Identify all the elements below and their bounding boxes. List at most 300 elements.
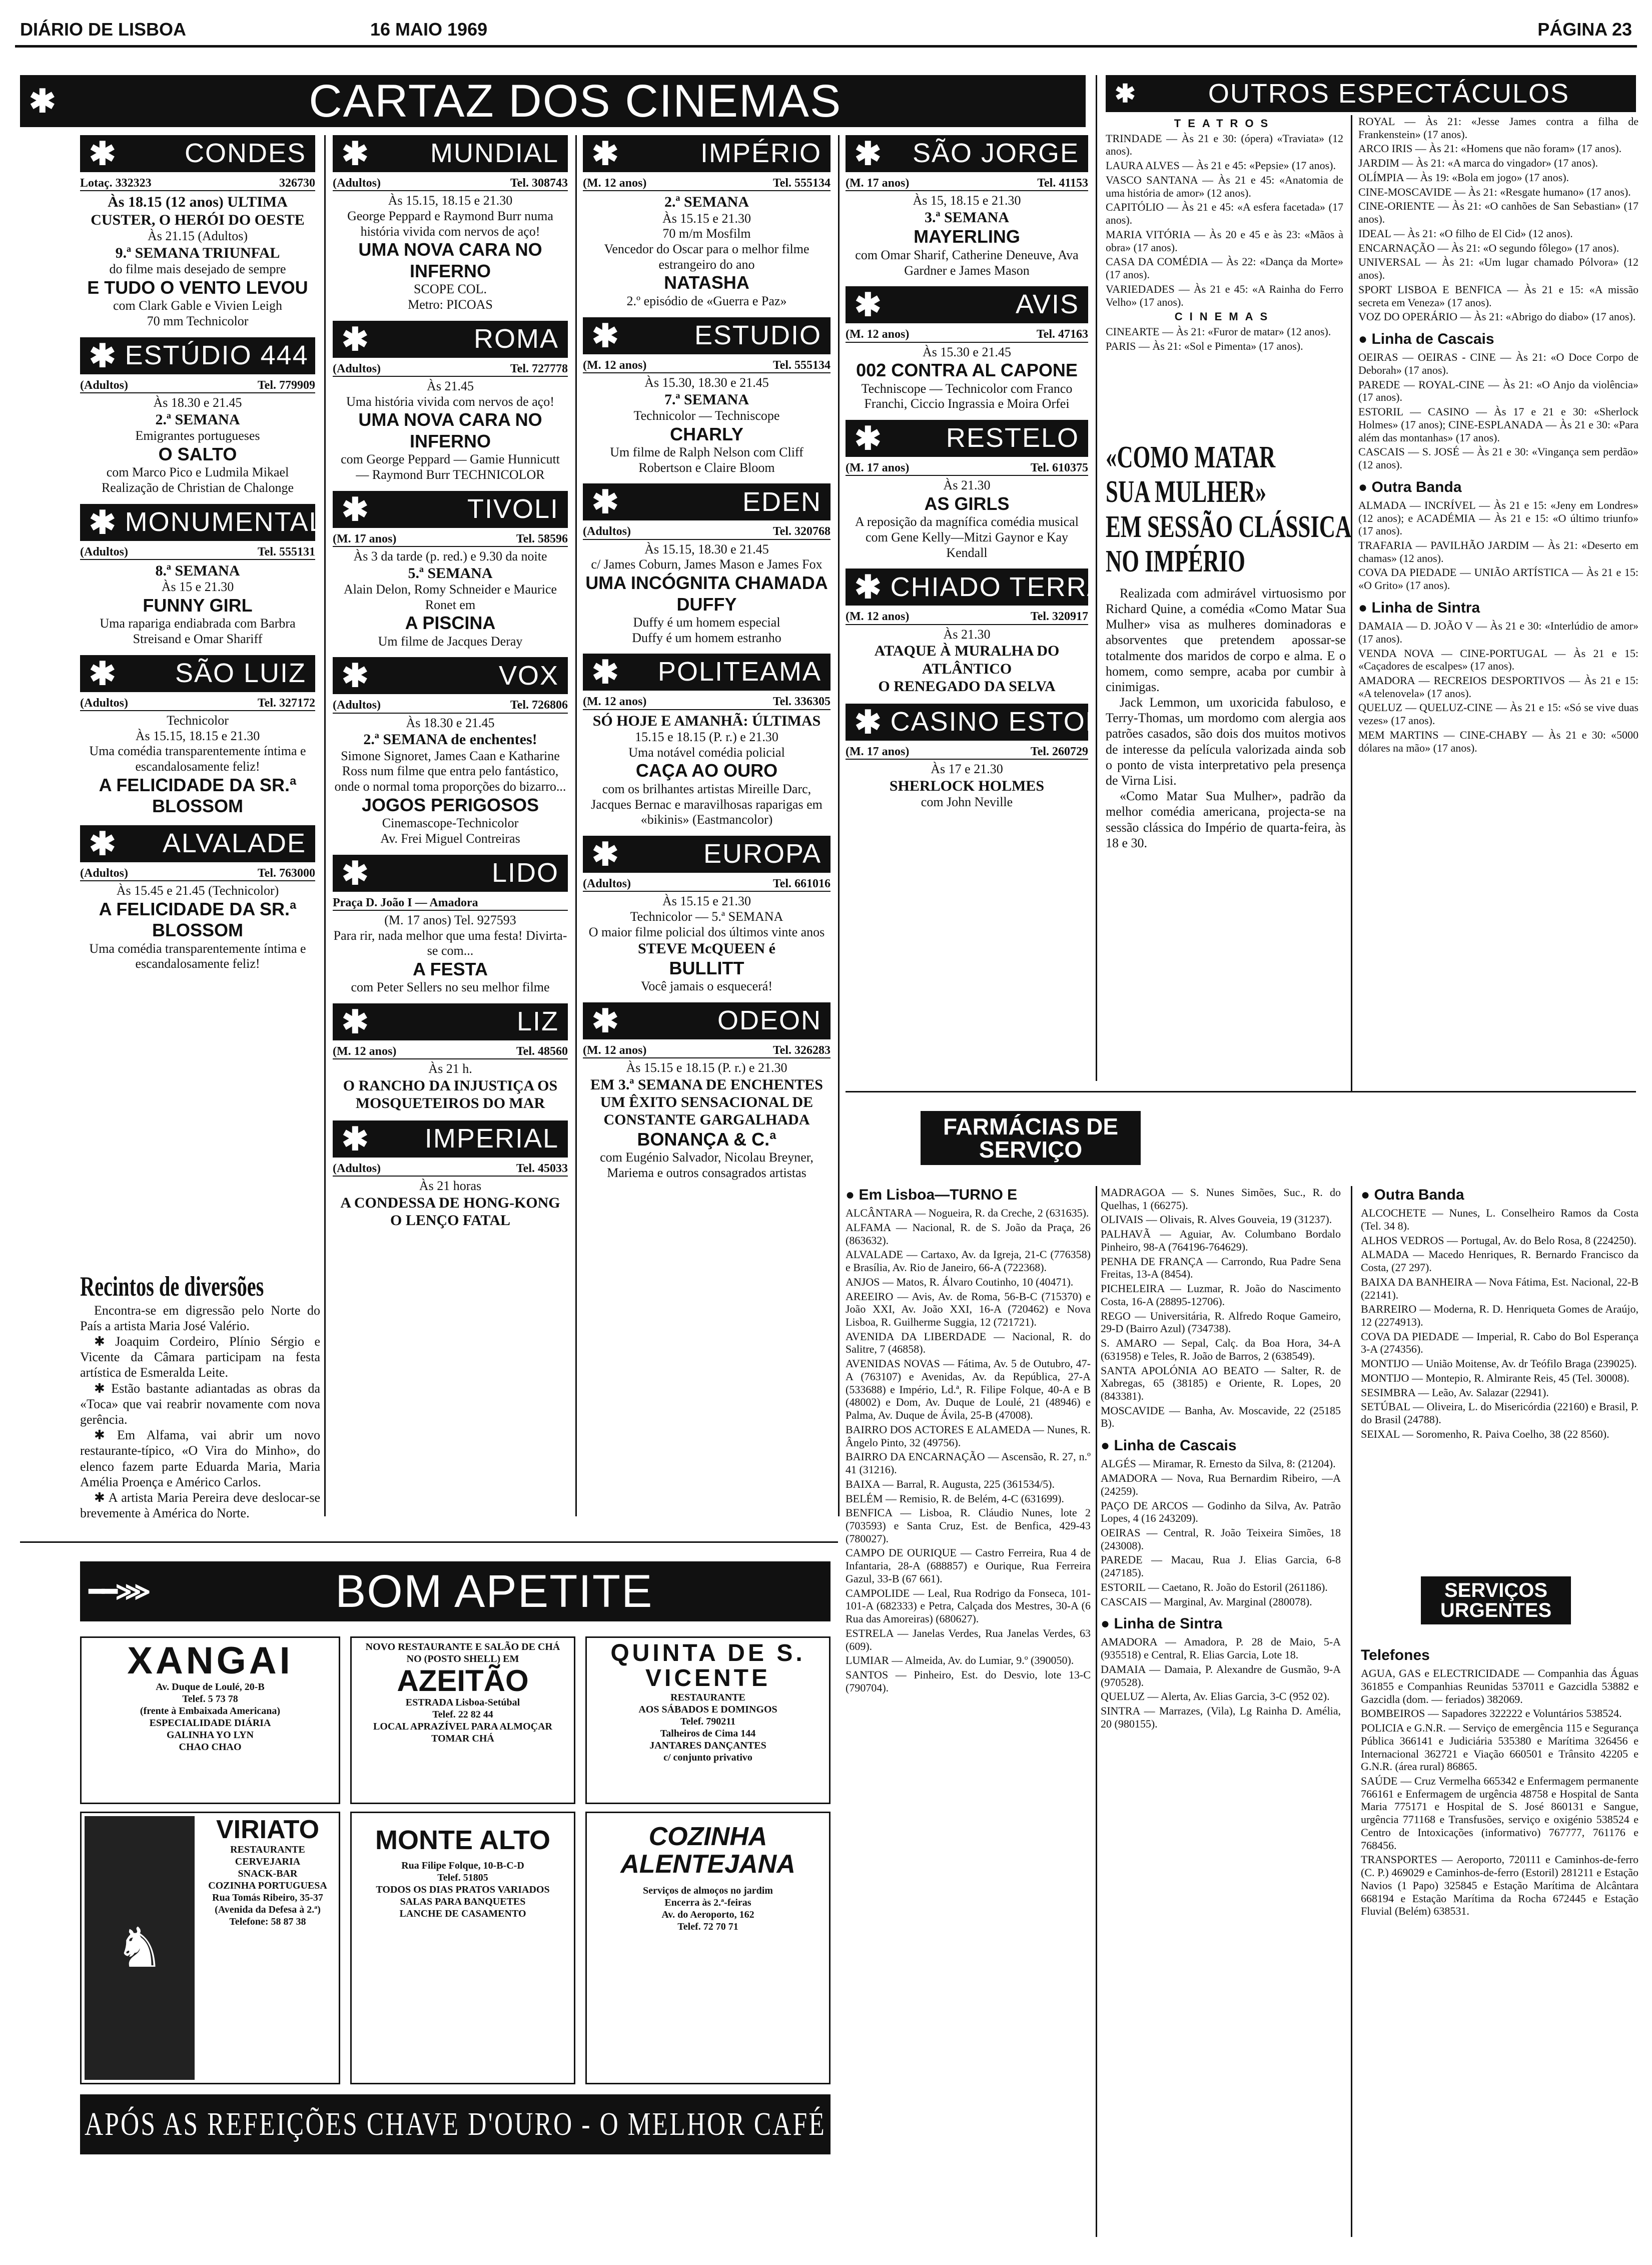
listing-line: Metro: PICOAS <box>408 297 493 312</box>
pharmacy-item: ALFAMA — Nacional, R. de S. João da Praça, 26 (863632). <box>846 1221 1091 1247</box>
column-rule <box>1096 75 1097 1081</box>
cinema-info <box>333 1044 568 1059</box>
cinema-name: SÃO JORGE <box>912 138 1079 169</box>
listing-line: Às 21 h. <box>428 1061 472 1076</box>
listing-line: Às 15.15 e 21.30 <box>662 894 751 909</box>
listing-line: com John Neville <box>921 794 1013 809</box>
teatro-item: LAURA ALVES — Às 21 e 45: «Pepsie» (17 anos). <box>1106 159 1336 172</box>
viriato-name: VIRIATO <box>216 1815 320 1844</box>
cinema-info <box>333 532 568 547</box>
bom-apetite-header <box>80 1561 831 1621</box>
cinema-item: CINE-MOSCAVIDE — Às 21: «Resgate humano» (17 anos). <box>1358 185 1631 198</box>
cozinha-line: Av. do Aeroporto, 162 <box>661 1909 754 1921</box>
section-rule <box>846 1091 1636 1092</box>
quinta-name: QUINTA DE S. VICENTE <box>610 1640 805 1692</box>
listing-line: Uma história vivida com nervos de aço! <box>346 394 554 409</box>
cinema-info <box>846 176 1088 191</box>
article-headline-line: NO IMPÉRIO <box>1106 544 1245 579</box>
cinema-listing-imperio <box>583 135 831 309</box>
phone-number: Tel. 610375 <box>1030 461 1088 474</box>
cinema-info <box>846 327 1088 342</box>
pharmacy-item: SESIMBRA — Leão, Av. Salazar (22941). <box>1361 1386 1549 1399</box>
listing-line: Vencedor do Oscar para o melhor filme estrangeiro do ano <box>604 242 809 272</box>
star-icon: ✱ <box>342 1004 369 1040</box>
listing-line: ATAQUE À MURALHA DO ATLÂNTICO <box>874 643 1060 677</box>
cinema-name: LIZ <box>516 1006 559 1037</box>
listing-line: BULLITT <box>669 957 744 978</box>
column-rule <box>838 135 840 1516</box>
listing-line: (M. 17 anos) Tel. 927593 <box>384 912 516 927</box>
star-icon: ✱ <box>342 136 369 172</box>
recintos-section <box>80 1271 320 1531</box>
listing-line: Às 15.15 e 18.15 (P. r.) e 21.30 <box>626 1060 787 1075</box>
viriato-line: (Avenida da Defesa à 2.ª) <box>215 1904 321 1915</box>
cinema-item: ARCO IRIS — Às 21: «Homens que não foram» (17 anos). <box>1358 142 1622 155</box>
cinema-name-bar <box>583 317 831 354</box>
cartaz-title: CARTAZ DOS CINEMAS <box>309 75 842 127</box>
cozinha-name: COZINHA ALENTEJANA <box>620 1822 795 1879</box>
pharmacy-item: AVENIDA DA LIBERDADE — Nacional, R. do Salitre, 7 (46858). <box>846 1330 1091 1356</box>
pharmacy-item: COVA DA PIEDADE — Imperial, R. Cabo do Bol Esperança 3-A (274356). <box>1361 1330 1638 1356</box>
cinema-name-bar <box>846 569 1163 606</box>
listing-line: CUSTER, O HERÓI DO OESTE <box>91 211 305 228</box>
listing-line: Às 21.30 <box>943 478 991 493</box>
montealto-line: Rua Filipe Folque, 10-B-C-D <box>401 1860 524 1871</box>
cinema-name: CASINO ESTORIL <box>890 706 1131 737</box>
phone-number: Tel. 555134 <box>772 177 831 190</box>
pharmacy-item: CASCAIS — Marginal, Av. Marginal (280078). <box>1101 1595 1312 1608</box>
teatro-item: VASCO SANTANA — Às 21 e 45: «Anatomia de uma história de amor» (12 anos). <box>1106 173 1343 199</box>
star-icon: ✱ <box>592 484 619 520</box>
cinema-item: CINE-ORIENTE — Às 21: «O canhões de San Sebastian» (17 anos). <box>1358 200 1638 226</box>
azeitao-line: NOVO RESTAURANTE E SALÃO DE CHÁ <box>365 1641 560 1652</box>
listing-line: 70 mm Technicolor <box>147 313 249 328</box>
cinema-item: VOZ DO OPERÁRIO — Às 21: «Abrigo do diabo» (17 anos). <box>1358 310 1636 323</box>
pharmacy-item: MONTIJO — União Moitense, Av. dr Teófilo Braga (239025). <box>1361 1357 1637 1370</box>
listing-line: SHERLOCK HOLMES <box>889 777 1045 794</box>
cinema-name-bar <box>80 504 325 541</box>
listing-line: O SALTO <box>158 443 237 464</box>
pharmacy-item: AMADORA — Amadora, P. 28 de Maio, 5-A (935518) e Central, R. Elias Garcia, Lote 18. <box>1101 1635 1341 1661</box>
servicos-title: SERVIÇOS URGENTES <box>1421 1576 1571 1624</box>
listing-line: BONANÇA & C.ª <box>637 1128 776 1150</box>
cinema-info <box>583 358 831 373</box>
pharmacy-item: CAMPOLIDE — Leal, Rua Rodrigo da Fonseca, 101-101-A (682333) e Petra, Calçada dos Mestres, 30-A (6 Rua das Amoreiras) (680627). <box>846 1586 1091 1625</box>
cinema-name: ESTÚDIO 444 <box>125 340 309 370</box>
cinema-listing-vox <box>333 657 568 846</box>
listing-line: Simone Signoret, James Caan e Katharine Ross num filme que entra pelo fantástico, onde o normal toma proporções do bizarro... <box>334 748 566 794</box>
teatro-item: TRINDADE — Às 21 e 30: (ópera) «Traviata» (12 anos). <box>1106 132 1343 158</box>
quinta-line: RESTAURANTE <box>670 1691 745 1703</box>
masthead-rule <box>15 45 1637 48</box>
listing-line: 2.ª SEMANA <box>155 411 240 428</box>
article-como-matar <box>1106 440 1352 1086</box>
cinema-name-bar <box>583 654 831 691</box>
fork-icon: ━━⋙ <box>89 1577 149 1605</box>
star-icon: ✱ <box>855 287 882 323</box>
farm-cascais-heading: ● Linha de Cascais <box>1101 1437 1237 1454</box>
banda-item: ALMADA — INCRÍVEL — Às 21 e 15: «Jeny em Londres» (12 anos); e ACADÉMIA — Às 21 e 15: «O último triunfo» (17 anos). <box>1358 498 1638 537</box>
pharmacy-item: PICHELEIRA — Luzmar, R. João do Nascimento Costa, 16-A (28895-12706). <box>1101 1282 1341 1308</box>
montealto-line: SALAS PARA BANQUETES <box>400 1896 526 1907</box>
cinema-info <box>333 698 568 713</box>
listing-line: AS GIRLS <box>924 493 1010 514</box>
age-rating: (Adultos) <box>80 378 129 392</box>
age-rating: (M. 17 anos) <box>846 177 910 190</box>
listing-line: com George Peppard — Gamie Hunnicutt — Raymond Burr TECHNICOLOR <box>341 452 560 482</box>
outros-header <box>1106 75 1636 112</box>
listing-line: UMA NOVA CARA NO INFERNO <box>358 409 542 451</box>
listing-line: CAÇA AO OURO <box>635 760 778 781</box>
star-icon: ✱ <box>89 337 116 374</box>
column-rule <box>1096 1186 1097 2237</box>
recintos-paragraph: Encontra-se em digressão pelo Norte do País a artista Maria José Valério. <box>80 1303 320 1333</box>
cinema-name: TIVOLI <box>467 493 559 524</box>
listing-line: SCOPE COL. <box>414 282 487 297</box>
cinema-item: OLÍMPIA — Às 19: «Bola em jogo» (17 anos). <box>1358 171 1569 184</box>
ad-cozinha <box>585 1812 831 2084</box>
cinema-name: EUROPA <box>703 839 821 869</box>
age-rating: (M. 12 anos) <box>846 328 910 341</box>
star-icon: ✱ <box>592 136 619 172</box>
cinema-item: PARIS — Às 21: «Sol e Pimenta» (17 anos). <box>1106 339 1303 352</box>
phone-number: Tel. 47163 <box>1036 328 1088 341</box>
montealto-line: LANCHE DE CASAMENTO <box>399 1908 526 1919</box>
age-rating: (M. 12 anos) <box>583 358 647 372</box>
cinema-listing-estudio <box>583 317 831 476</box>
farm-outra-heading: ● Outra Banda <box>1361 1187 1464 1203</box>
pharmacy-item: PALHAVÃ — Aguiar, Av. Columbano Bordalo Pinheiro, 98-A (764196-764629). <box>1101 1228 1341 1253</box>
cinema-listing-liz <box>333 1003 568 1112</box>
sintra-item: AMADORA — RECREIOS DESPORTIVOS — Às 21 e 15: «A telenovela» (17 anos). <box>1358 674 1638 700</box>
listing-line: Às 15.15, 18.15 e 21.30 <box>388 193 513 208</box>
listing-line: Às 21.45 <box>427 378 474 393</box>
cascais-item: CASCAIS — S. JOSÉ — Às 21 e 30: «Vingança sem perdão» (12 anos). <box>1358 445 1638 471</box>
pharmacy-item: AREEIRO — Avis, Av. de Roma, 56-B-C (715370) e João XXI, Av. João XXI, 16-A (720462) e Nova Lisboa, R. Guilherme Suggia, 12 (721721). <box>846 1290 1091 1328</box>
servico-item: TRANSPORTES — Aeroporto, 720111 e Caminhos-de-ferro (C. P.) 469029 e Caminhos-de-ferro (Estoril) 281211 e Estação Navios (1 Papo) 325845 e Estação Marítima de Alcântara 668194 e Estação Marítima da Rocha 672445 e Estação Fluvial (Belém) 638531. <box>1361 1853 1638 1918</box>
pharmacy-item: SINTRA — Marrazes, (Vila), Lg Rainha D. Amélia, 20 (980155). <box>1101 1705 1341 1730</box>
xangai-line: Telef. 5 73 78 <box>182 1693 238 1705</box>
teatro-item: CAPITÓLIO — Às 21 e 45: «A esfera facetada» (17 anos). <box>1106 201 1343 227</box>
column-rule <box>1351 115 1352 1091</box>
cinema-name-bar <box>583 135 831 172</box>
pharmacy-item: BELÉM — Remisio, R. de Belém, 4-C (631699). <box>846 1492 1064 1505</box>
cinema-info <box>583 1043 831 1058</box>
star-icon: ✱ <box>89 136 116 172</box>
listing-line: George Peppard e Raymond Burr numa história vivida com nervos de aço! <box>347 208 553 239</box>
phone-number: Tel. 320768 <box>772 525 831 538</box>
pharmacy-item: MOSCAVIDE — Banha, Av. Moscavide, 22 (25185 B). <box>1101 1404 1341 1430</box>
listing-line: Às 15.15, 18.15 e 21.30 <box>135 728 260 743</box>
cinema-info <box>333 896 568 911</box>
pharmacy-item: SANTA APOLÓNIA AO BEATO — Salter, R. de Xabregas, 65 (38185) e Oriente, R. Lopes, 20 (843381). <box>1101 1364 1341 1403</box>
age-rating: (Adultos) <box>583 525 631 538</box>
cinema-info <box>846 610 1088 625</box>
azeitao-name: AZEITÃO <box>397 1664 529 1697</box>
listing-line: A reposição da magnífica comédia musical com Gene Kelly—Mitzi Gaynor e Kay Kendall <box>855 514 1079 560</box>
cinema-item: ENCARNAÇÃO — Às 21: «O segundo fôlego» (17 anos). <box>1358 241 1619 254</box>
servico-item: AGUA, GAS e ELECTRICIDADE — Companhia das Águas 361855 e Companhias Reunidas 537011 e Gazcidla 53882 e Gazcidla (dom. — feriados) 382069. <box>1361 1667 1638 1706</box>
cinema-name-bar <box>846 704 1131 741</box>
teatros-section <box>1106 115 1343 465</box>
pharmacy-item: OEIRAS — Central, R. João Teixeira Simões, 18 (243008). <box>1101 1526 1341 1552</box>
column-rule <box>575 135 577 1516</box>
cascais-item: PAREDE — ROYAL-CINE — Às 21: «O Anjo da violência» (17 anos). <box>1358 378 1638 404</box>
cozinha-line: Serviços de almoços no jardim <box>643 1885 773 1897</box>
pharmacy-item: ALVALADE — Cartaxo, Av. da Igreja, 21-C (776358) e Brasília, Av. Rio de Janeiro, 66-A (722368). <box>846 1248 1091 1274</box>
article-paragraph: Jack Lemmon, um uxoricida fabuloso, e Terry-Thomas, um mordomo com alergia aos patrões casados, são dois dos muitos motivos de interesse da película valorizada ainda sob o ponto de vista interpretativo pela presença de Virna Lisi. <box>1106 695 1346 788</box>
phone-number: Tel. 727778 <box>510 362 568 375</box>
pharmacy-item: PAREDE — Macau, Rua J. Elias Garcia, 6-8 (247185). <box>1101 1553 1341 1579</box>
listing-line: Cinemascope-Technicolor <box>382 816 519 831</box>
listing-line: Às 21 horas <box>419 1179 482 1194</box>
listing-line: EM 3.ª SEMANA DE ENCHENTES <box>590 1076 823 1093</box>
ad-quinta <box>585 1636 831 1804</box>
listing-line: NATASHA <box>664 272 749 293</box>
listing-line: STEVE McQUEEN é <box>637 940 775 957</box>
cinema-listing-mundial <box>333 135 568 313</box>
viriato-line: CERVEJARIA <box>235 1856 301 1867</box>
listing-line: Av. Frei Miguel Contreiras <box>380 831 520 846</box>
azeitao-line: Telef. 22 82 44 <box>432 1709 493 1720</box>
pharmacy-item: ALCÂNTARA — Nogueira, R. da Creche, 2 (631635). <box>846 1207 1089 1220</box>
listing-line: A FESTA <box>413 958 488 979</box>
cinema-listing-estudio-444 <box>80 337 315 496</box>
cinema-name-bar <box>80 825 315 862</box>
quinta-line: JANTARES DANÇANTES <box>649 1740 766 1751</box>
listing-line: Às 18.15 (12 anos) ULTIMA <box>108 194 288 211</box>
recintos-paragraph: ✱ Joaquim Cordeiro, Plínio Sérgio e Vicente da Câmara participam na festa artística de Esmeralda Leite. <box>80 1334 320 1380</box>
pharmacy-item: MADRAGOA — S. Nunes Simões, Suc., R. do Quelhas, 1 (66275). <box>1101 1186 1341 1212</box>
pharmacy-item: BAIRRO DOS ACTORES E ALAMEDA — Nunes, R. Ângelo Pinto, 32 (49756). <box>846 1423 1091 1449</box>
cinema-name: MUNDIAL <box>430 138 559 169</box>
listing-line: Uma comédia transparentemente íntima e escandalosamente feliz! <box>89 941 306 971</box>
ad-xangai <box>80 1636 340 1804</box>
cinema-name: CHIADO TERRASSE <box>890 572 1163 602</box>
star-icon: ✱ <box>29 83 56 119</box>
listing-line: Às 21.15 (Adultos) <box>147 229 248 244</box>
sintra-item: MEM MARTINS — CINE-CHABY — Às 21 e 30: «5000 dólares na mão» (17 anos). <box>1358 728 1638 754</box>
cinema-listing-chiado-terrasse <box>846 569 1163 695</box>
listing-line: Um filme de Jacques Deray <box>378 634 523 649</box>
pharmacy-item: SEIXAL — Soromenho, R. Paiva Coelho, 38 (22 8560). <box>1361 1427 1609 1440</box>
cinema-info <box>80 866 315 881</box>
listing-line: 5.ª SEMANA <box>408 564 493 582</box>
cinema-info <box>80 545 315 560</box>
outros-title: OUTROS ESPECTÁCULOS <box>1208 79 1570 109</box>
cinema-listing-casino-estoril <box>846 704 1131 810</box>
cinema-name-bar <box>583 836 831 873</box>
cinema-listing-politeama <box>583 654 831 828</box>
star-icon: ✱ <box>592 836 619 872</box>
ad-azeitao <box>350 1636 575 1804</box>
banda-heading: ● Outra Banda <box>1358 478 1462 495</box>
phone-number: Tel. 320917 <box>1030 610 1088 624</box>
pharmacy-item: AVENIDAS NOVAS — Fátima, Av. 5 de Outubro, 47-A (763107) e Avenidas, Av. da República, 27-A (533688) e Império, Ld.ª, R. Filipe Folque, 40-A e B (48002) e Dom, Av. Duque de Loulé, 21 (48946) e Palma, Av. Duque de Ávila, 25-B (47008). <box>846 1357 1091 1422</box>
teatro-item: VARIEDADES — Às 21 e 45: «A Rainha do Ferro Velho» (17 anos). <box>1106 282 1343 308</box>
cinema-listing-lido <box>333 855 568 995</box>
teatro-item: MARIA VITÓRIA — Às 20 e 45 e às 23: «Mãos à obra» (17 anos). <box>1106 228 1343 254</box>
teatros-heading: TEATROS <box>1174 117 1275 130</box>
listing-line: com Omar Sharif, Catherine Deneuve, Ava Gardner e James Mason <box>855 247 1079 278</box>
cinema-listing-monumental <box>80 504 325 647</box>
pharmacy-item: S. AMARO — Sepal, Calç. da Boa Hora, 34-A (631958) e Teles, R. João de Barros, 2 (638549). <box>1101 1337 1341 1362</box>
recintos-paragraph: ✱ A artista Maria Pereira deve deslocar-se brevemente à América do Norte. <box>80 1490 320 1521</box>
pharmacy-item: BAIXA — Barral, R. Augusta, 225 (361534/5). <box>846 1477 1055 1490</box>
article-paragraph: Realizada com admirável virtuosismo por Richard Quine, a comédia «Como Matar Sua Mulher» visa as mulheres dominadoras e absorventes que pretendem apossar-se totalmente dos maridos de corpo e alma. E o homem, como sempre, acaba por cumbir à cinimigas. <box>1106 586 1346 694</box>
quinta-line: c/ conjunto privativo <box>663 1752 752 1763</box>
cinemas-heading: CINEMAS <box>1174 310 1275 323</box>
pharmacy-item: CAMPO DE OURIQUE — Castro Ferreira, Rua 4 de Infantaria, 28-A (688857) e Ourique, Rua Ferreira Gazul, 33-B (67 661). <box>846 1546 1091 1585</box>
cinema-info <box>80 176 315 191</box>
cinema-listing-odeon <box>583 1002 831 1181</box>
banda-item: COVA DA PIEDADE — UNIÃO ARTÍSTICA — Às 21 e 15: «O Grito» (17 anos). <box>1358 566 1638 592</box>
page-number: PÁGINA 23 <box>1537 19 1632 40</box>
age-rating: (M. 17 anos) <box>846 745 910 758</box>
pharmacy-item: BAIRRO DA ENCARNAÇÃO — Ascensão, R. 27, n.º 41 (31216). <box>846 1450 1091 1476</box>
star-icon: ✱ <box>342 1120 369 1157</box>
recintos-title: Recintos de diversões <box>80 1271 264 1302</box>
listing-line: c/ James Coburn, James Mason e James Fox <box>591 557 822 572</box>
cinema-name: SÃO LUIZ <box>175 658 306 688</box>
cinema-listing-condes <box>80 135 315 329</box>
listing-line: Alain Delon, Romy Schneider e Maurice Ronet em <box>344 582 557 612</box>
quinta-line: Talheiros de Cima 144 <box>660 1728 756 1739</box>
cinema-name-bar <box>846 420 1088 457</box>
cinema-info <box>333 1162 568 1177</box>
cinema-name-bar <box>333 1003 568 1040</box>
phone-number: Tel. 58596 <box>516 532 568 545</box>
cinema-name-bar <box>333 135 568 172</box>
listing-line: Uma notável comédia policial <box>628 745 785 760</box>
ad-monte-alto <box>350 1812 575 2084</box>
age-rating: (M. 12 anos) <box>583 695 647 709</box>
listing-line: Às 17 e 21.30 <box>931 761 1003 776</box>
column-rule <box>324 135 326 1516</box>
phone-number: Tel. 763000 <box>257 866 315 880</box>
montealto-name: MONTE ALTO <box>375 1825 550 1855</box>
cascais-heading: ● Linha de Cascais <box>1358 331 1494 348</box>
montealto-line: Telef. 51805 <box>437 1872 488 1883</box>
listing-line: FUNNY GIRL <box>143 595 253 616</box>
servicos-title-box <box>1421 1576 1571 1624</box>
listing-line: 8.ª SEMANA <box>155 562 240 579</box>
newspaper-name: DIÁRIO DE LISBOA <box>20 19 187 40</box>
cinema-listing-roma <box>333 321 568 483</box>
azeitao-line: NO (POSTO SHELL) EM <box>406 1653 519 1664</box>
pharmacy-item: AMADORA — Nova, Rua Bernardim Ribeiro, —A (24259). <box>1101 1472 1341 1497</box>
viriato-statue-icon: ♞ <box>85 1816 195 2080</box>
listing-line: Techniscope — Technicolor com Franco Franchi, Ciccio Ingrassia e Moira Orfei <box>861 381 1073 411</box>
lisboa-heading: ● Em Lisboa—TURNO E <box>846 1187 1018 1203</box>
age-rating: (Adultos) <box>333 177 381 190</box>
cinema-info <box>583 695 831 710</box>
cinema-name: MONUMENTAL <box>125 506 325 537</box>
article-headline-line: SUA MULHER» <box>1106 475 1267 509</box>
star-icon: ✱ <box>342 491 369 527</box>
cinema-name: ROMA <box>474 323 559 354</box>
star-icon: ✱ <box>855 569 882 606</box>
xangai-line: GALINHA YO LYN <box>166 1729 254 1741</box>
cinema-column-4 <box>846 135 1163 1086</box>
star-icon: ✱ <box>89 504 116 540</box>
sintra-item: QUELUZ — QUELUZ-CINE — Às 21 e 15: «Só se vive duas vezes» (17 anos). <box>1358 701 1638 727</box>
viriato-line: SNACK-BAR <box>238 1868 298 1879</box>
listing-line: SÓ HOJE E AMANHÃ: ÚLTIMAS <box>592 712 821 729</box>
servico-item: POLICIA e G.N.R. — Serviço de emergência 115 e Segurança Pública 366141 e Judiciária 535380 e Marítima 326456 e Internacional 362721 e Viação 660501 e Trânsito 42205 e G.N.R. (área rural) 86865. <box>1361 1722 1638 1773</box>
listing-line: CHARLY <box>670 423 743 444</box>
pharmacy-item: SANTOS — Pinheiro, Est. do Desvio, lote 13-C (790704). <box>846 1668 1091 1694</box>
cinema-info <box>80 378 315 393</box>
article-paragraph: «Como Matar Sua Mulher», padrão da melhor comédia americana, projecta-se na sessão clássica do Império de quarta-feira, às 18 e 30. <box>1106 789 1346 850</box>
montealto-line: TODOS OS DIAS PRATOS VARIADOS <box>376 1884 550 1895</box>
cinema-info <box>333 362 568 377</box>
phone-number: Tel. 336305 <box>772 695 831 709</box>
listing-line: 9.ª SEMANA TRIUNFAL <box>115 244 280 261</box>
star-icon: ✱ <box>89 655 116 692</box>
phone-number: Tel. 327172 <box>257 696 315 710</box>
listing-line: Às 15.15, 18.30 e 21.45 <box>644 541 769 556</box>
xangai-name: XANGAI <box>127 1639 293 1682</box>
chave-douro-text: APÓS AS REFEIÇÕES CHAVE D'OURO - O MELHOR CAFÉ <box>85 2106 826 2142</box>
star-icon: ✱ <box>592 1002 619 1039</box>
servico-item: SAÚDE — Cruz Vermelha 665342 e Enfermagem permanente 766161 e Enfermagem de urgência 48758 e Hospital de Santa Maria 775171 e Hospital de S. José 860131 e Sangue, urgência 771168 e Transfusões, serviço e oxigénio 538524 e Centro de Intoxicações (informativo) 767777, 761176 e 768456. <box>1361 1774 1638 1852</box>
cinemas-section <box>1358 115 1638 1091</box>
pharmacy-item: MONTIJO — Montepio, R. Almirante Reis, 45 (Tel. 30008). <box>1361 1371 1629 1384</box>
listing-line: A PISCINA <box>405 613 496 634</box>
listing-line: E TUDO O VENTO LEVOU <box>87 277 308 298</box>
listing-line: Para rir, nada melhor que uma festa! Divirta-se com... <box>333 928 567 958</box>
listing-line: Às 15.15 e 21.30 <box>662 211 751 226</box>
cinema-name: POLITEAMA <box>657 657 821 687</box>
listing-line: do filme mais desejado de sempre <box>109 262 286 277</box>
age-rating: (Adultos) <box>333 362 381 375</box>
viriato-line: COZINHA PORTUGUESA <box>208 1880 327 1891</box>
listing-line: 002 CONTRA AL CAPONE <box>856 360 1078 381</box>
age-rating: (M. 17 anos) <box>333 532 397 545</box>
star-icon: ✱ <box>855 136 882 172</box>
cinema-listing-tivoli <box>333 491 568 650</box>
cinema-listing-restelo <box>846 420 1088 560</box>
recintos-paragraph: ✱ Em Alfama, vai abrir um novo restaurante-típico, «O Vira do Minho», do elenco fazem parte Eduarda Maria, Maria Amélia Proença e Américo Carlos. <box>80 1428 320 1489</box>
banda-item: TRAFARIA — PAVILHÃO JARDIM — Às 21: «Deserto em chamas» (12 anos). <box>1358 539 1638 564</box>
pharmacy-item: ESTRELA — Janelas Verdes, Rua Janelas Verdes, 63 (609). <box>846 1626 1091 1652</box>
star-icon: ✱ <box>855 420 882 456</box>
viriato-line: Telefone: 58 87 38 <box>229 1916 306 1927</box>
listing-line: A FELICIDADE DA SR.ª BLOSSOM <box>99 774 297 817</box>
listing-line: O LENÇO FATAL <box>390 1212 510 1229</box>
cinema-name: CONDES <box>184 138 306 169</box>
phone-number: Tel. 260729 <box>1030 745 1088 758</box>
viriato-line: Rua Tomás Ribeiro, 35-37 <box>212 1892 323 1903</box>
cinema-name: RESTELO <box>946 423 1079 453</box>
phone-number: Tel. 308743 <box>510 177 568 190</box>
pharmacy-item: ALCOCHETE — Nunes, L. Conselheiro Ramos da Costa (Tel. 34 8). <box>1361 1207 1638 1232</box>
pharmacy-item: ALMADA — Macedo Henriques, R. Bernardo Francisco da Costa, (27 297). <box>1361 1248 1638 1274</box>
listing-line: 7.ª SEMANA <box>664 391 749 408</box>
cinema-listing-imperial <box>333 1120 568 1230</box>
cinema-listing-sao-luiz <box>80 655 315 817</box>
cinema-name-bar <box>333 321 568 358</box>
star-icon: ✱ <box>342 658 369 694</box>
listing-line: 2.ª SEMANA de enchentes! <box>363 731 537 748</box>
listing-line: JOGOS PERIGOSOS <box>361 794 539 815</box>
section-rule <box>20 1541 838 1543</box>
farmacias-title-box <box>921 1111 1151 1165</box>
cinema-name-bar <box>333 1120 568 1158</box>
cinema-listing-sao-jorge <box>846 135 1088 278</box>
cinema-info <box>333 176 568 191</box>
